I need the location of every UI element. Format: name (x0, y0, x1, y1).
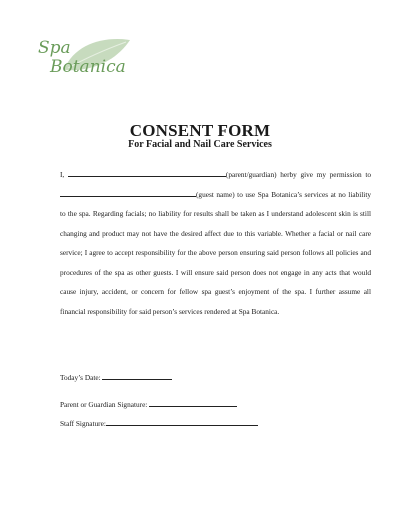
todays-date-blank[interactable] (102, 372, 172, 380)
logo-text-botanica: Botanica (50, 57, 126, 77)
parent-signature-blank[interactable] (149, 399, 237, 407)
consent-text-permission: (parent/guardian) herby give my permission to (225, 170, 371, 179)
parent-signature-field (60, 399, 237, 409)
spa-botanica-logo (34, 36, 134, 90)
staff-signature-label: Staff Signature: (60, 419, 106, 428)
form-title: CONSENT FORM (129, 121, 271, 140)
staff-signature-field (60, 418, 258, 428)
consent-paragraph (60, 165, 371, 321)
todays-date-field (60, 372, 172, 382)
staff-signature-blank[interactable] (106, 418, 258, 426)
parent-signature-label: Parent or Guardian Signature: (60, 400, 150, 409)
consent-text-body: (guest name) to use Spa Botanica’s services at no liability to the spa. Regarding facials; no liability for results shall be taken as I understand adolescent skin is still changing and product may not have the desired affect due to this variable. Whether a facial or nail care service; I agree to accept responsibility for the above person ensuring said person follows all policies and procedures of the spa as other guests. I will ensure said person does not engage in any acts that would cause injury, accident, or concern for fellow spa guest’s enjoyment of the spa. I further assume all financial responsibility for said person’s services rendered at Spa Botanica. (60, 189, 371, 316)
todays-date-label: Today’s Date: (60, 373, 103, 382)
parent-guardian-name-blank[interactable] (68, 169, 226, 177)
form-subtitle: For Facial and Nail Care Services (128, 139, 272, 150)
guest-name-blank[interactable] (60, 189, 196, 197)
logo-text-spa: Spa (38, 38, 71, 58)
consent-text-prefix: I, (60, 170, 68, 179)
